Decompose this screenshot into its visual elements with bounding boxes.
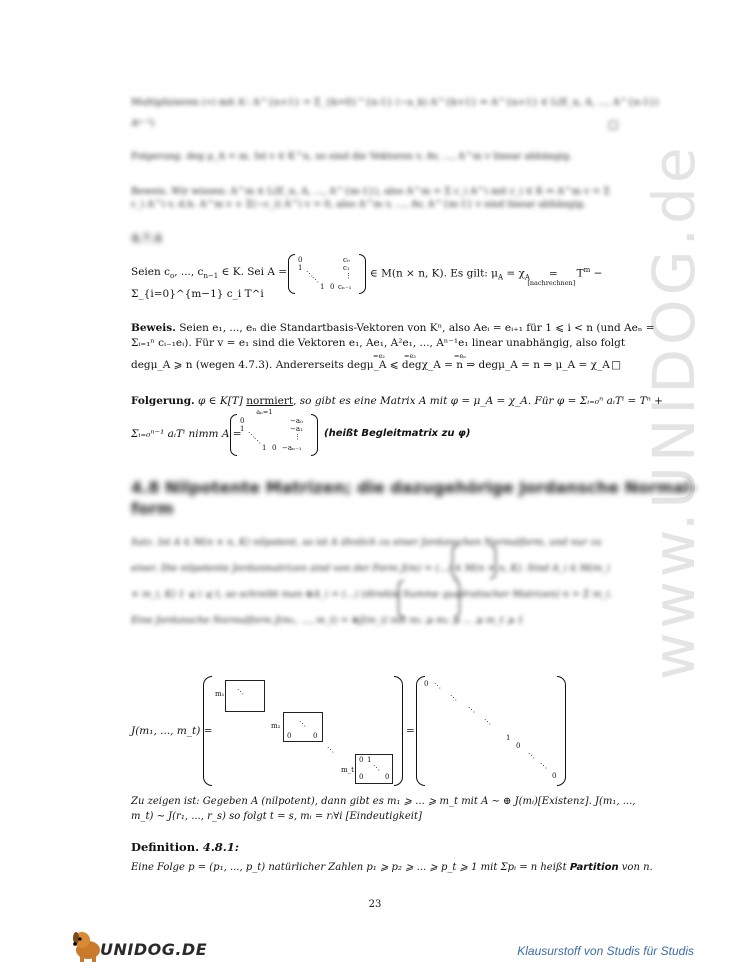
block-zero: 0 [385, 773, 390, 781]
block-zero: 0 [313, 732, 318, 740]
full-zero: 0 [552, 772, 557, 780]
jordan-equals: = [406, 725, 415, 737]
block-zero: 0 [359, 756, 364, 764]
full-dots: ⋱ [450, 694, 457, 702]
seien-text-2: ∈ K. Sei A = [221, 266, 288, 278]
under-en: =eₙ [454, 352, 467, 360]
beweis-text-3: degμ_A ⩾ n (wegen 4.7.3). Andererseits degμ_A ⩽ degχ_A = n ⇒ degμ_A = n ⇒ μ_A = χ_A [131, 359, 610, 371]
matrix-entry: c₀ [343, 256, 350, 264]
definition-number: 4.8.1: [202, 840, 240, 854]
normiert-note: aₙ=1 [256, 408, 273, 416]
full-zero: 0 [516, 742, 521, 750]
block-one: 1 [367, 756, 372, 764]
folgerung-text-1b: , so gibt es eine Matrix A mit φ = μ_A = χ_A. Für φ = Σᵢ₌₀ⁿ aᵢTⁱ = Tⁿ + [293, 395, 663, 407]
block-dots: ⋱ [327, 746, 334, 754]
jordan-full-matrix [416, 676, 566, 786]
matrix-left-paren [452, 545, 458, 579]
section-title-line-2: form [131, 499, 174, 518]
definition-text-a: Eine Folge p = (p₁, ..., p_t) natürlicher Zahlen p₁ ⩾ p₂ ⩾ ... ⩾ p_t ⩾ 1 mit Σpᵢ = n heißt [131, 862, 567, 873]
matrix-entry: ⋮ [294, 433, 301, 441]
matrix-entry: 0 [240, 417, 245, 425]
nachrechnen-note: [nachrechnen] [527, 278, 576, 287]
beweis-line-2: Σᵢ₌₁ⁿ cᵢ₋₁eᵢ). Für v = e₁ sind die Vektoren e₁, Ae₁, A²e₁, ..., Aⁿ⁻¹e₁ linear unabhängig, also folgt [131, 337, 626, 349]
matrix-right-paren [311, 414, 318, 456]
full-zero: 0 [424, 680, 429, 688]
block-label-m1: m₁ [215, 690, 225, 698]
jordan-label: J(m₁, ..., m_t) = [131, 725, 213, 737]
matrix-left-paren [398, 580, 404, 618]
full-dots: ⋱ [468, 706, 475, 714]
full-dots: ⋱ [434, 682, 441, 690]
matrix-entry: −aₙ₋₁ [282, 444, 302, 452]
full-dots: ⋱ [484, 718, 491, 726]
definition-partition: Partition [569, 862, 619, 873]
seien-line-2: Σ_{i=0}^{m−1} c_i T^i [131, 288, 264, 300]
block-dots: ⋱ [373, 764, 380, 772]
matrix-entry: cₙ₋₁ [338, 283, 352, 291]
matrix-entry: 0 [272, 444, 277, 452]
full-dots: ⋱ [528, 752, 535, 760]
seien-text-1: Seien $c_o$, ..., $c_{n-1}$ [131, 266, 219, 281]
matrix-right-paren [557, 676, 566, 786]
blurred-matrix-jm [452, 545, 496, 579]
beweis-line-3 [131, 359, 621, 371]
full-dots: ⋱ [540, 762, 547, 770]
definition-text-b: von n. [621, 862, 653, 873]
matrix-left-paren [230, 414, 237, 456]
begleitmatrix [230, 414, 318, 456]
page-number: 23 [368, 899, 382, 910]
matrix-entry: ⋱ [248, 431, 255, 439]
matrix-entry: 1 [320, 283, 325, 291]
folgerung-label: Folgerung. [131, 395, 195, 407]
block-zero: 0 [359, 773, 364, 781]
section-number-474: 4.7.4 [131, 232, 162, 245]
beweis-text-1: Seien e₁, ..., eₙ die Standartbasis-Vektoren von Kⁿ, also Aeᵢ = eᵢ₊₁ für 1 ⩽ i < n (und Aeₙ = [179, 322, 655, 334]
beweis-paragraph [131, 322, 655, 371]
under-e2: =e₂ [373, 352, 385, 360]
matrix-right-paren [359, 254, 366, 294]
beweis-line-1 [131, 322, 655, 334]
watermark: www.UNIDOG.de [640, 143, 708, 680]
matrix-entry: 0 [298, 256, 303, 264]
blurred-satz: Satz. Ist A ∈ M(n × n, K) nilpotent, so ist A ähnlich zu einer Jordanschen Normalform, und nur zu einer. Die nilpotente Jordanmatrizen sind von der Form J(m) = (...) ∈ M(n × n, K). Sind A_i ∈ M(m_i × m_i, K) 1 ⩽ i ⩽ t, so schreibt man ⊕A_i = (...) (direkte Summe quadratischer Matrizen) n = Σ m_i. Eine Jordansche Normalform J(m₁, ..., m_t) = ⊕J(m_i) mit m₁ ⩾ m₂ ⩾ ... ⩾ m_t ⩾ 1 [131, 537, 613, 626]
zuzeigen-line-1: Zu zeigen ist: Gegeben A (nilpotent), dann gibt es m₁ ⩾ ... ⩾ m_t mit A ∼ ⊕ J(mᵢ)[Existenz]. J(m₁, ..., [131, 796, 636, 807]
matrix-right-paren [394, 676, 403, 786]
seien-text-5: T [576, 267, 584, 280]
block-dots: ⋱ [237, 688, 244, 696]
matrix-entry: ⋱ [254, 437, 261, 445]
begleitmatrix-note: (heißt Begleitmatrix zu φ) [324, 428, 471, 439]
matrix-entry: 1 [262, 444, 267, 452]
block-label-mt: m_t [341, 766, 354, 774]
qed-symbol: □ [611, 359, 621, 371]
qed-blurred-1: □ [608, 118, 619, 131]
beweis-label: Beweis. [131, 322, 176, 334]
matrix-entry: −a₁ [290, 425, 303, 433]
jordan-block-1 [225, 680, 265, 712]
companion-matrix [288, 254, 366, 294]
seien-line [131, 266, 287, 280]
matrix-right-paren [454, 580, 460, 618]
seien-rest: ∈ M(n × n, K). Es gilt: $\mu_A = \chi_A$ = [nachrechnen] $T^m$ − [370, 266, 603, 287]
jordan-block-matrix [203, 676, 403, 786]
definition-heading [131, 840, 239, 854]
folgerung-text-1a: φ ∈ K[T] [198, 395, 243, 407]
blurred-folgerung: Folgerung. deg μ_A = m. Ist v ∈ K^n, so sind die Vektoren v, Av, ..., A^m v linear abhängig. [131, 151, 573, 162]
folgerung-text-2a: Σᵢ₌₀ⁿ⁻¹ aᵢTⁱ nimm A = [131, 428, 242, 440]
blurred-beweis: Beweis. Wir wissen: A^m ∈ L(E_n, A, ..., A^{m-1}), also A^m = Σ c_i A^i mit c_i ∈ K ⇒ A^m v = Σ c_i A^i v, d.h. A^m v + Σ(−c_i) A^i v = 0, also A^m v, ..., Av, A^{m-1} v sind linear abhängig. [131, 186, 611, 210]
block-dots: ⋱ [299, 720, 306, 728]
matrix-left-paren [416, 676, 425, 786]
matrix-entry: 1 [240, 425, 245, 433]
matrix-entry: −a₀ [290, 417, 303, 425]
matrix-entry: 1 [298, 264, 303, 272]
zuzeigen-line-2: m_t) ∼ J(r₁, ..., r_s) so folgt t = s, mᵢ = rᵢ∀i [Eindeutigkeit] [131, 811, 422, 822]
matrix-right-paren [490, 545, 496, 579]
matrix-entry: ⋱ [306, 270, 313, 278]
matrix-left-paren [203, 676, 212, 786]
folgerung-line-1 [131, 395, 663, 416]
seien-text-4: = χ [506, 267, 525, 280]
footer-slogan: Klausurstoff von Studis für Studis [517, 944, 694, 958]
matrix-entry: 0 [330, 283, 335, 291]
full-one: 1 [506, 734, 511, 742]
under-e3: =e₃ [404, 352, 416, 360]
matrix-entry: c₁ [343, 264, 350, 272]
matrix-left-paren [288, 254, 295, 294]
definition-text [131, 862, 653, 873]
matrix-entry: ⋮ [345, 272, 352, 280]
logo-text: UNIDOG.DE [100, 940, 208, 959]
blurred-matrix-direct-sum [398, 580, 460, 618]
blurred-line-1b: Aⁿ⁻¹) [131, 118, 155, 129]
matrix-entry: ⋱ [312, 276, 319, 284]
block-zero: 0 [287, 732, 292, 740]
block-label-m2: m₂ [271, 722, 281, 730]
definition-label: Definition. [131, 840, 200, 854]
normiert-word: normiert aₙ=1 [246, 395, 294, 416]
section-title-line-1: 4.8 Nilpotente Matrizen; die dazugehörige Jordansche Normal- [131, 478, 697, 497]
seien-text-3: ∈ M(n × n, K). Es gilt: μ [370, 267, 498, 280]
blurred-line-1: Multiplizieren (∗) mit A′: A^{n+1} = Σ_{k=0}^{n-1} (−a_k) A^{k+1} ⇒ A^{n+1} ∈ L(E_n, A, ..., A^{n-1}) [131, 97, 659, 108]
